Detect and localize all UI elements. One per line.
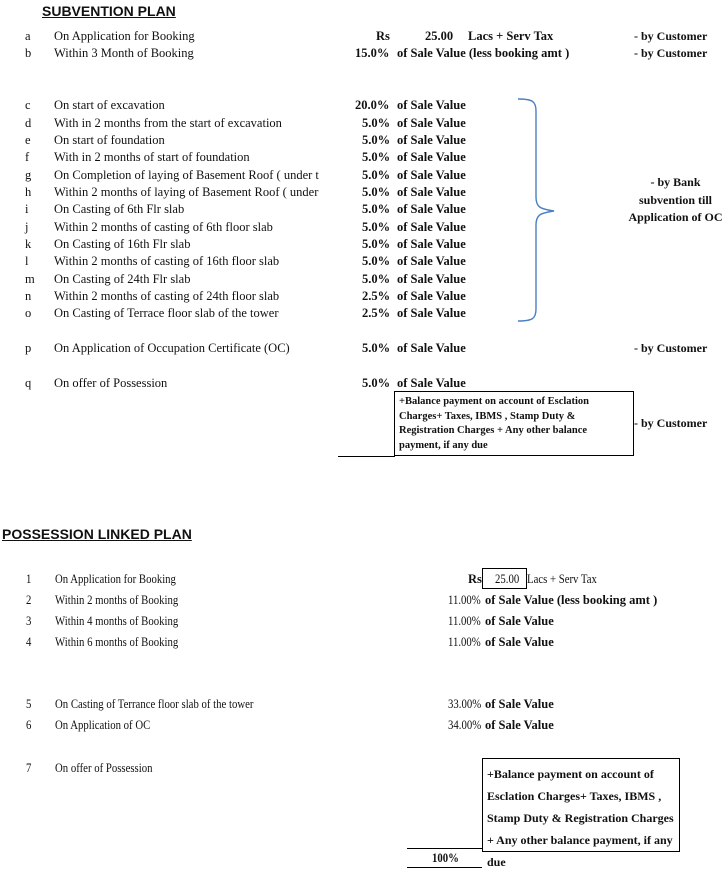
row-id: e (25, 133, 31, 147)
row-id: g (25, 168, 32, 182)
row-pct: 5.0% (362, 376, 391, 390)
booking-amount: 25.00 (425, 29, 454, 43)
row-value-text: of Sale Value (397, 185, 466, 199)
balance-note-box: +Balance payment on account of Esclation Charges+ Taxes, IBMS , Stamp Duty & Registration Charges + Any other balance payment, if any due (394, 391, 634, 456)
row-id: n (25, 289, 32, 303)
by-customer-label: - by Customer (634, 341, 708, 355)
row-pct: 2.5% (362, 289, 391, 303)
row-value-text: of Sale Value (397, 202, 466, 216)
row-id: 6 (26, 718, 32, 732)
row-pct: 5.0% (362, 220, 391, 234)
row-desc: Within 3 Month of Booking (54, 46, 194, 60)
balance-note-box: +Balance payment on account of Esclation Charges+ Taxes, IBMS , Stamp Duty & Registration Charges + Any other balance payment, if any due (482, 758, 680, 852)
row-desc: Within 2 months of casting of 6th floor slab (54, 220, 273, 234)
row-desc: Within 6 months of Booking (55, 635, 179, 649)
row-value-text: of Sale Value (397, 168, 466, 182)
row-id: m (25, 272, 35, 286)
row-desc: Within 2 months of casting of 16th floor slab (54, 254, 280, 268)
row-id: c (25, 98, 31, 112)
booking-currency: Rs (468, 572, 482, 586)
row-pct: 5.0% (362, 237, 391, 251)
row-id: p (25, 341, 32, 355)
row-pct: 15.0% (355, 46, 390, 60)
row-id: 3 (26, 614, 32, 628)
row-desc: On offer of Possession (55, 761, 153, 775)
booking-currency: Rs (376, 29, 390, 43)
row-id: d (25, 116, 32, 130)
row-desc: With in 2 months of start of foundation (54, 150, 250, 164)
row-pct: 33.00% (448, 697, 482, 711)
row-id: 2 (26, 593, 32, 607)
row-id: l (25, 254, 29, 268)
booking-suffix: Lacs + Serv Tax (468, 29, 554, 43)
row-pct: 5.0% (362, 254, 391, 268)
row-desc: On Completion of laying of Basement Roof ( under t (54, 168, 319, 182)
row-desc: On Application of Occupation Certificate (OC) (54, 341, 290, 355)
row-value-text: of Sale Value (397, 116, 466, 130)
total-underline (338, 456, 395, 457)
curly-brace-icon (514, 97, 559, 323)
row-pct: 11.00% (448, 635, 481, 649)
row-pct: 5.0% (362, 150, 391, 164)
row-desc: On Casting of 6th Flr slab (54, 202, 185, 216)
row-desc: On Casting of Terrace floor slab of the tower (54, 306, 279, 320)
total-overline (407, 848, 482, 849)
row-desc: Within 2 months of Booking (55, 593, 179, 607)
row-id: h (25, 185, 32, 199)
row-value-text: of Sale Value (397, 289, 466, 303)
row-value-text: of Sale Value (397, 272, 466, 286)
row-desc: With in 2 months from the start of excavation (54, 116, 282, 130)
booking-amount: 25.00 (495, 572, 520, 586)
booking-suffix: Lacs + Serv Tax (527, 572, 597, 586)
row-id: a (25, 29, 31, 43)
row-pct: 20.0% (355, 98, 390, 112)
row-value-text: of Sale Value (less booking amt ) (485, 593, 658, 607)
row-id: j (25, 220, 29, 234)
bank-subvention-note: - by Bank subvention till Application of OC (628, 175, 723, 224)
row-value-text: of Sale Value (397, 98, 466, 112)
row-desc: On Application of OC (55, 718, 151, 732)
row-value-text: of Sale Value (397, 150, 466, 164)
row-desc: Within 4 months of Booking (55, 614, 179, 628)
row-id: 1 (26, 572, 32, 586)
row-desc: On start of foundation (54, 133, 165, 147)
row-pct: 5.0% (362, 202, 391, 216)
row-value-text: of Sale Value (397, 376, 466, 390)
row-value-text: of Sale Value (397, 220, 466, 234)
row-value-text: of Sale Value (397, 237, 466, 251)
row-value-text: of Sale Value (485, 697, 554, 711)
row-value-text: of Sale Value (485, 614, 554, 628)
row-pct: 5.0% (362, 168, 391, 182)
row-pct: 34.00% (448, 718, 482, 732)
row-value-text: of Sale Value (397, 254, 466, 268)
row-desc: Within 2 months of laying of Basement Roof ( under (54, 185, 319, 199)
row-value-text: of Sale Value (485, 635, 554, 649)
row-value-text: of Sale Value (485, 718, 554, 732)
row-id: f (25, 150, 30, 164)
row-id: 7 (26, 761, 32, 775)
row-pct: 5.0% (362, 185, 391, 199)
row-value-text: of Sale Value (less booking amt ) (397, 46, 570, 60)
row-value-text: of Sale Value (397, 341, 466, 355)
total-underline (407, 867, 482, 868)
row-pct: 11.00% (448, 614, 481, 628)
row-id: o (25, 306, 32, 320)
row-id: k (25, 237, 32, 251)
row-desc: On Casting of Terrance floor slab of the tower (55, 697, 254, 711)
by-customer-label: - by Customer (634, 29, 708, 43)
row-desc: On Casting of 16th Flr slab (54, 237, 191, 251)
row-id: 5 (26, 697, 32, 711)
possession-title: POSSESSION LINKED PLAN (2, 526, 192, 542)
row-desc: Within 2 months of casting of 24th floor slab (54, 289, 280, 303)
row-value-text: of Sale Value (397, 306, 466, 320)
row-pct: 2.5% (362, 306, 391, 320)
row-pct: 5.0% (362, 133, 391, 147)
row-desc: On Application for Booking (54, 29, 195, 43)
row-desc: On start of excavation (54, 98, 165, 112)
total-percent: 100% (432, 851, 459, 865)
by-customer-label: - by Customer (634, 46, 708, 60)
row-desc: On Casting of 24th Flr slab (54, 272, 191, 286)
row-pct: 5.0% (362, 272, 391, 286)
row-pct: 5.0% (362, 116, 391, 130)
booking-amount-box (482, 568, 527, 589)
row-id: q (25, 376, 32, 390)
subvention-title: SUBVENTION PLAN (42, 3, 176, 19)
row-pct: 5.0% (362, 341, 391, 355)
row-desc: On Application for Booking (55, 572, 176, 586)
by-customer-label: - by Customer (634, 416, 708, 430)
row-value-text: of Sale Value (397, 133, 466, 147)
row-id: 4 (26, 635, 32, 649)
row-id: b (25, 46, 32, 60)
row-pct: 11.00% (448, 593, 481, 607)
row-id: i (25, 202, 29, 216)
row-desc: On offer of Possession (54, 376, 168, 390)
